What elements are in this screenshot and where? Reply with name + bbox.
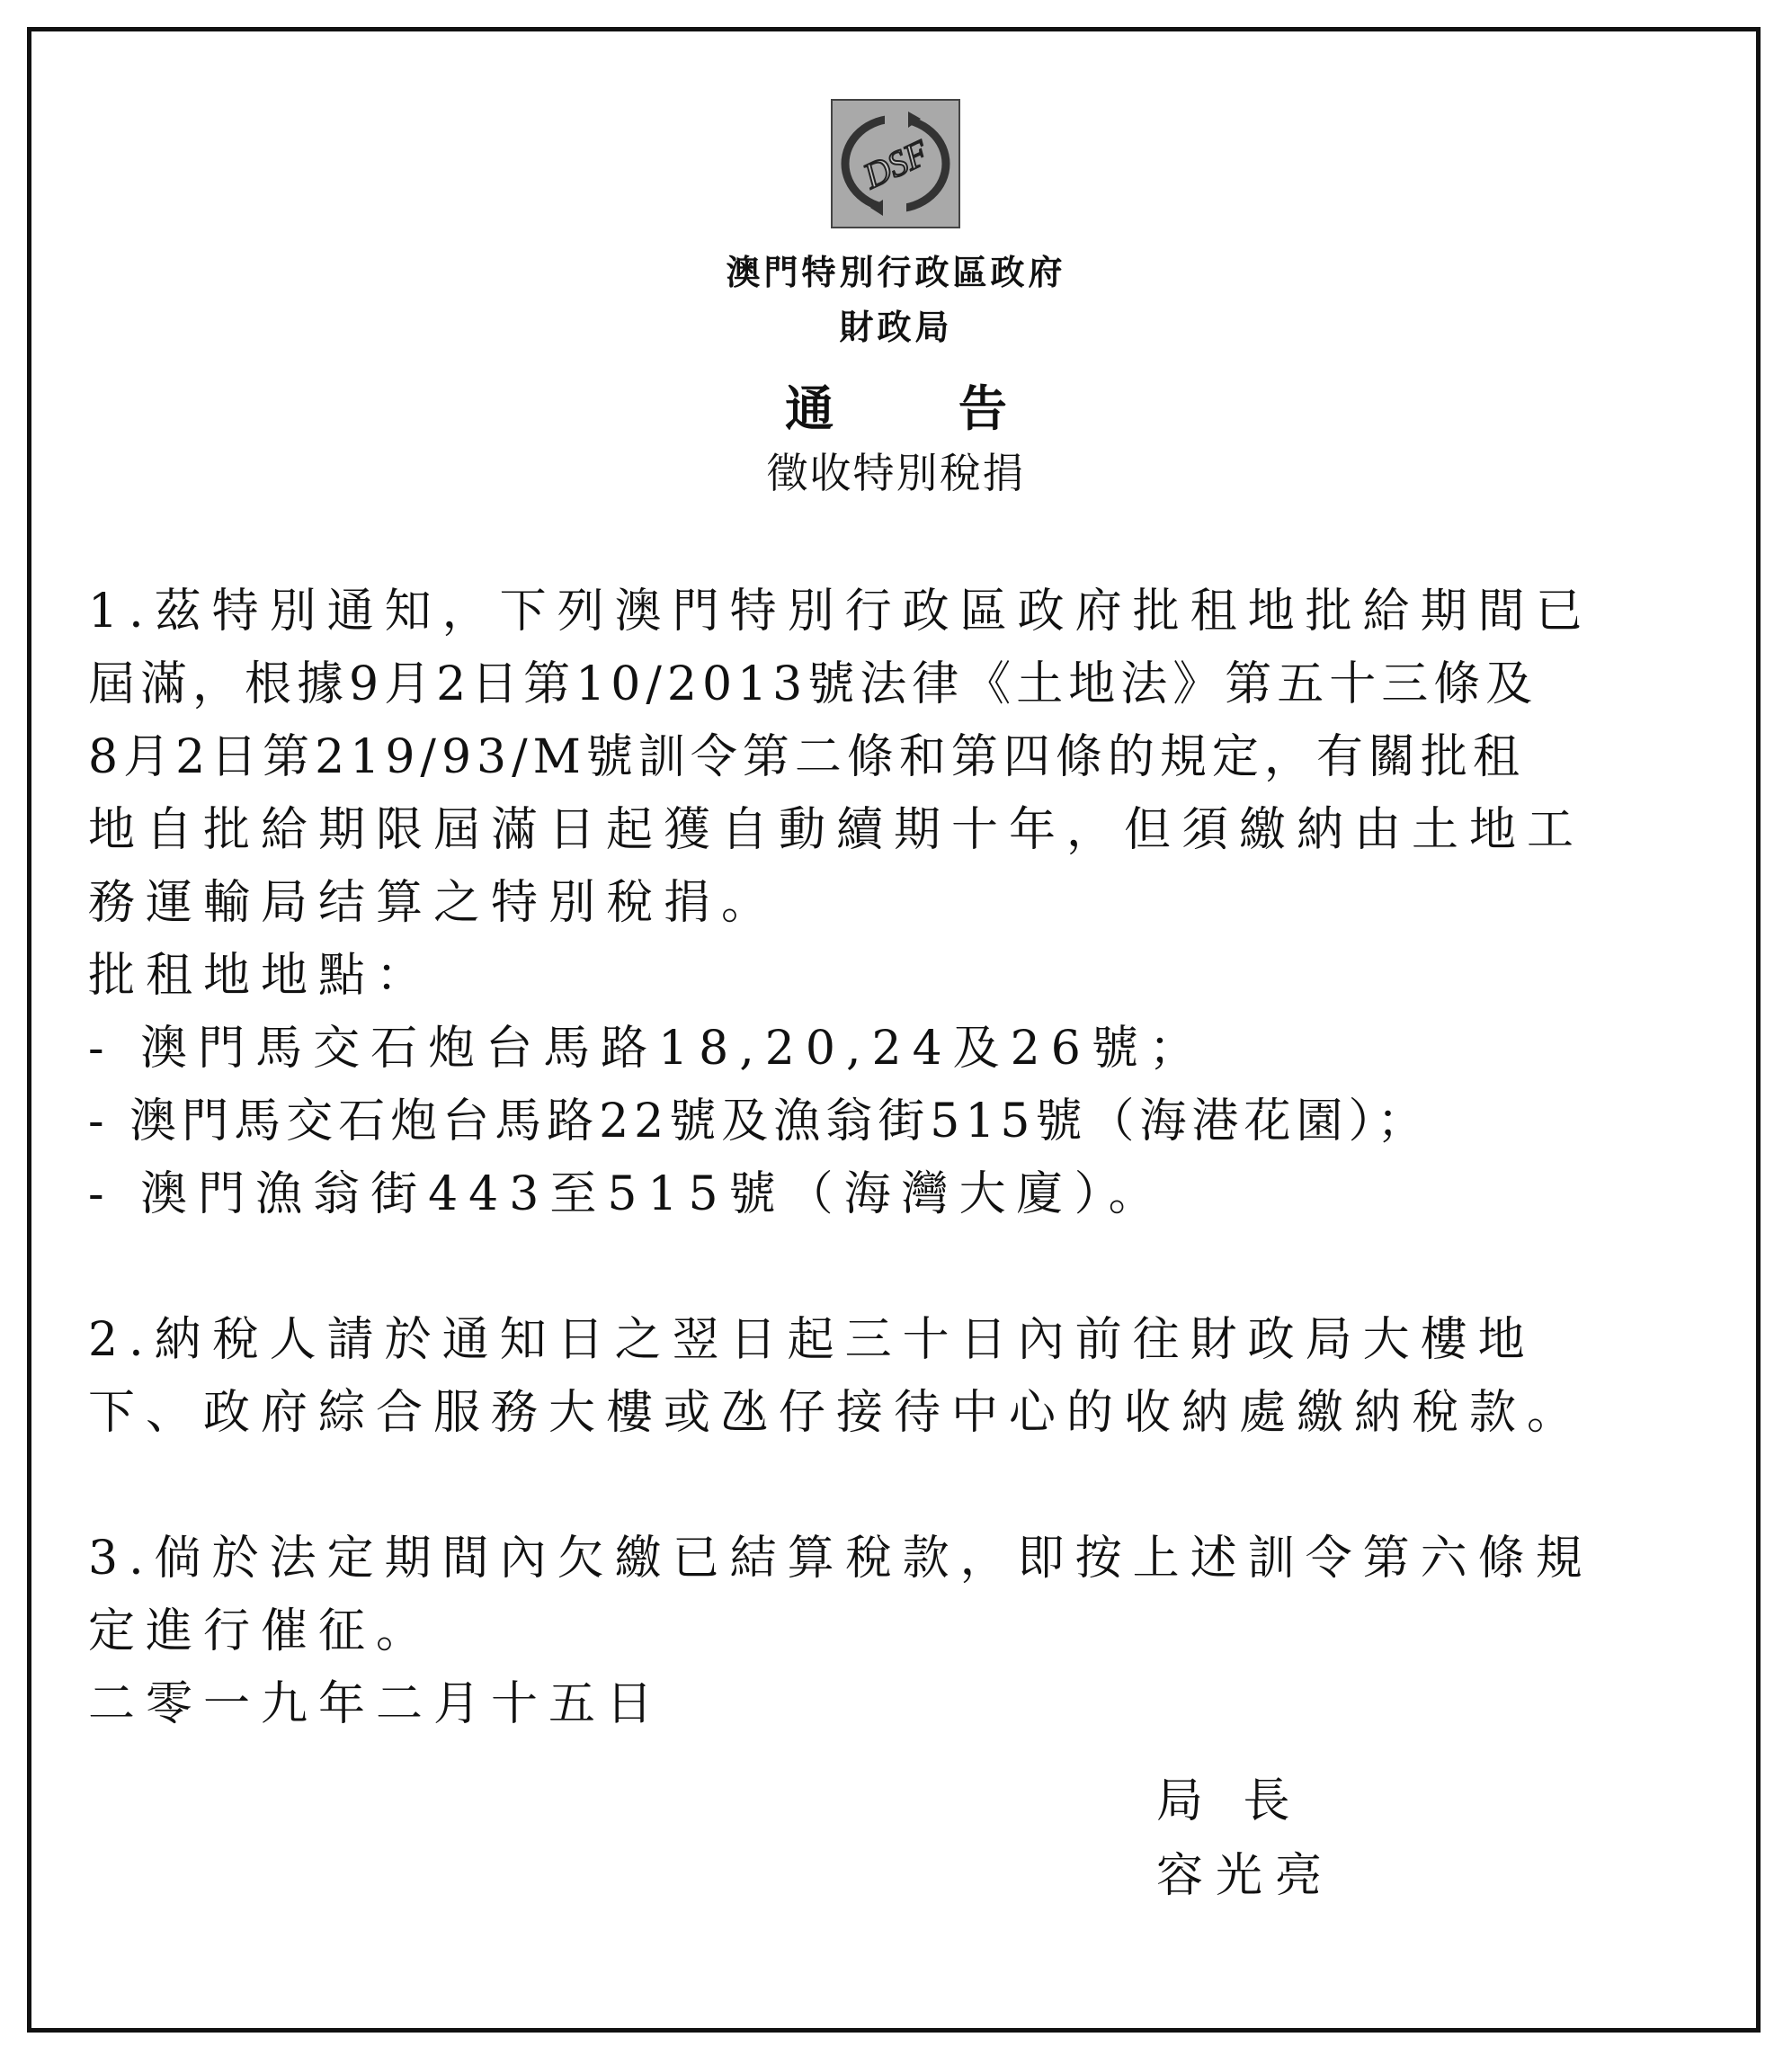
location-item: - 澳門馬交石炮台馬路22號及漁翁街515號（海港花園）； [88,1095,1430,1148]
paragraph-line: 3.倘於法定期間內欠繳已結算稅款，即按上述訓令第六條規 [88,1532,1593,1586]
notice-body [88,576,1716,1741]
logo-text: DSF [857,131,934,197]
paragraph-line: 務運輸局结算之特別稅捐。 [88,876,780,930]
government-name: 澳門特別行政區政府 [726,253,1066,292]
notice-subject: 徵收特別稅捐 [766,449,1026,497]
spacer [88,1231,1716,1304]
paragraph-2 [88,1304,1716,1450]
location-item: - 澳門馬交石炮台馬路18,20,24及26號； [88,1022,1207,1076]
locations-label: 批租地地點： [88,949,434,1003]
locations-list [88,1013,1716,1231]
paragraph-line: 2.納稅人請於通知日之翌日起三十日內前往財政局大樓地 [88,1313,1536,1367]
signatory-title: 局 長 [1156,1774,1303,1828]
paragraph-1 [88,576,1716,940]
paragraph-line: 下、政府綜合服務大樓或氹仔接待中心的收納處繳納稅款。 [88,1386,1585,1440]
paragraph-line: 8月2日第219/93/M號訓令第二條和第四條的規定，有關批租 [88,730,1525,784]
paragraph-line: 屆滿，根據9月2日第10/2013號法律《土地法》第五十三條及 [88,657,1538,711]
bureau-name: 財政局 [839,308,953,347]
paragraph-line: 定進行催征。 [88,1604,434,1658]
spacer [88,1450,1716,1523]
paragraph-line: 地自批給期限屆滿日起獲自動續期十年，但須繳納由土地工 [88,803,1585,857]
paragraph-line: 1.茲特別通知，下列澳門特別行政區政府批租地批給期間已 [88,585,1593,639]
notice-date: 二零一九年二月十五日 [88,1677,664,1731]
location-item: - 澳門漁翁街443至515號（海灣大廈）。 [88,1167,1166,1221]
signatory-name: 容光亮 [1156,1849,1335,1903]
dsf-logo [831,99,960,228]
notice-title: 通 告 [785,380,1061,437]
paragraph-3 [88,1523,1716,1668]
